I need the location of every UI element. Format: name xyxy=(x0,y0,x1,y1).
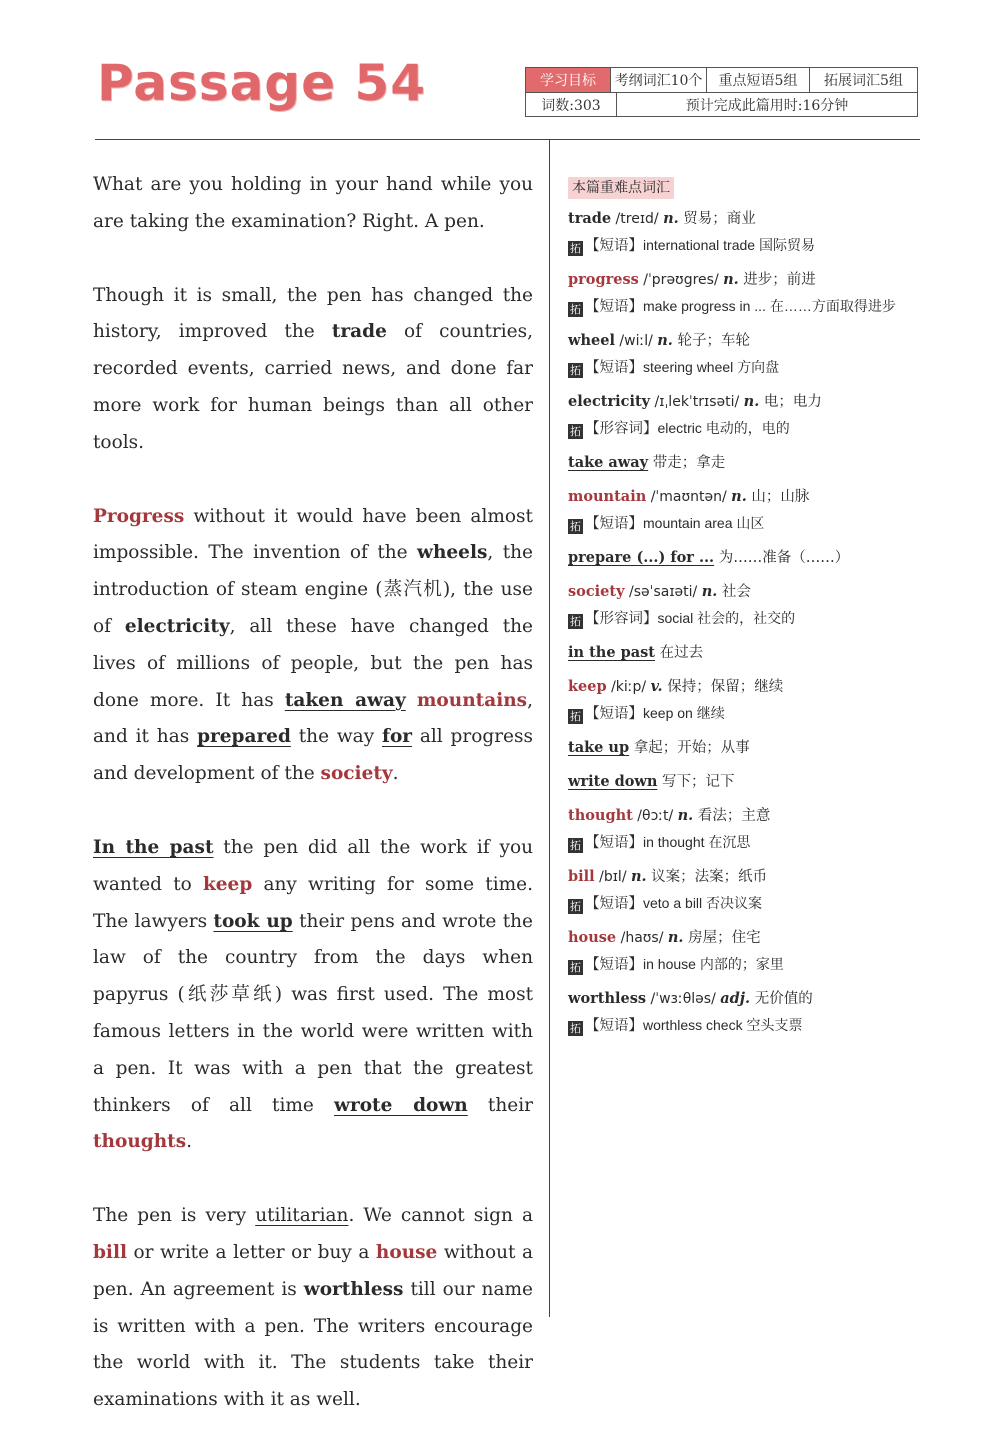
vocab-definition xyxy=(568,267,918,293)
text: , all these have changed the lives of millions of people, but the pen has done more. It has xyxy=(93,615,533,711)
vocab-meaning: 房屋；住宅 xyxy=(683,930,761,946)
vocab-entry xyxy=(568,484,918,537)
vocab-definition xyxy=(568,674,918,700)
vocab-extension xyxy=(568,890,918,917)
key-phrase: took up xyxy=(213,910,293,932)
vocab-part-of-speech: n. xyxy=(743,393,760,410)
page-title: Passage 54 xyxy=(97,54,426,112)
vocab-extension xyxy=(568,293,918,320)
vocabulary-title: 本篇重难点词汇 xyxy=(568,177,674,199)
vocab-phonetic: /wiːl/ xyxy=(614,333,658,349)
vocab-extension xyxy=(568,415,918,442)
extension-text: electric 电动的，电的 xyxy=(657,420,790,436)
vocab-part-of-speech: n. xyxy=(630,868,647,885)
key-phrases: 重点短语5组 xyxy=(707,68,810,92)
vocab-meaning: 为……准备（……） xyxy=(714,550,850,566)
vocab-word: take away xyxy=(568,454,649,471)
text: without a pen. An agreement is xyxy=(93,1241,533,1300)
vocab-word: mountain xyxy=(568,488,647,505)
vocab-definition xyxy=(568,579,918,605)
vocab-meaning: 在过去 xyxy=(655,645,704,661)
vocab-definition xyxy=(568,545,918,571)
text: , and it has xyxy=(93,689,533,748)
study-goal-table xyxy=(525,67,918,117)
extension-label: 【形容词】 xyxy=(585,611,658,627)
text xyxy=(406,690,417,711)
vocab-entry xyxy=(568,267,918,320)
vocab-meaning: 贸易；商业 xyxy=(678,211,756,227)
vocab-meaning: 无价值的 xyxy=(750,991,813,1007)
vocab-definition xyxy=(568,925,918,951)
key-phrase: for xyxy=(381,726,413,748)
extension-text: international trade 国际贸易 xyxy=(643,237,815,253)
key-word: society xyxy=(320,763,393,785)
text: The pen is very xyxy=(93,1205,256,1227)
vocab-definition xyxy=(568,803,918,829)
vocab-extension xyxy=(568,605,918,632)
vocab-phonetic: /bɪl/ xyxy=(594,869,631,885)
vocab-entry xyxy=(568,328,918,381)
extension-text: steering wheel 方向盘 xyxy=(643,359,780,375)
key-word: mountains xyxy=(416,689,528,711)
header-divider xyxy=(95,139,920,140)
text: . xyxy=(186,1131,193,1153)
extension-icon: 拓 xyxy=(570,961,581,974)
vocab-definition xyxy=(568,484,918,510)
vocab-phonetic: /ˈwɜːθləs/ xyxy=(646,991,721,1007)
vocab-definition xyxy=(568,735,918,761)
vocab-part-of-speech: n. xyxy=(677,807,694,824)
extension-text: veto a bill 否决议案 xyxy=(643,895,763,911)
vocab-meaning: 进步；前进 xyxy=(738,272,816,288)
extension-icon: 拓 xyxy=(570,839,581,852)
vocab-definition xyxy=(568,986,918,1012)
extension-label: 【短语】 xyxy=(585,957,643,973)
vocab-word: in the past xyxy=(568,644,656,661)
vocab-extension xyxy=(568,829,918,856)
key-word: worthless xyxy=(303,1278,404,1300)
extension-label: 【形容词】 xyxy=(585,421,658,437)
extension-icon: 拓 xyxy=(570,425,581,438)
vocab-phonetic: /kiːp/ xyxy=(606,679,651,695)
extension-text: in house 内部的；家里 xyxy=(643,956,784,972)
vocab-part-of-speech: n. xyxy=(731,488,747,505)
vocab-phonetic: /ˈprəʊgres/ xyxy=(638,272,724,288)
text: the way xyxy=(290,726,382,748)
key-word: electricity xyxy=(124,615,230,637)
vocab-part-of-speech: v. xyxy=(650,678,663,695)
vocab-word: electricity xyxy=(568,393,651,410)
extension-label: 【短语】 xyxy=(585,299,643,315)
estimated-time: 预计完成此篇用时:16分钟 xyxy=(685,98,849,114)
extension-label: 【短语】 xyxy=(585,1018,643,1034)
vocab-word: keep xyxy=(568,678,607,695)
paragraph-2 xyxy=(93,278,533,462)
key-word: trade xyxy=(331,321,387,343)
vocab-extension xyxy=(568,232,918,259)
vocab-entry xyxy=(568,545,918,571)
key-phrase: wrote down xyxy=(334,1094,468,1116)
extension-text: keep on 继续 xyxy=(643,705,725,721)
text: . xyxy=(392,763,399,785)
text: their pens and wrote the law of the country from the days when papyrus (纸莎草纸) was first used. The most famous letters in the world were written with a pen. It was with a pen that the greatest thinkers of all time xyxy=(93,910,533,1116)
extension-text: in thought 在沉思 xyxy=(643,834,751,850)
vocab-meaning: 山；山脉 xyxy=(746,489,810,505)
extension-icon: 拓 xyxy=(570,364,581,377)
vocab-meaning: 带走；拿走 xyxy=(648,455,726,471)
column-divider xyxy=(549,140,550,1317)
vocab-definition xyxy=(568,769,918,795)
vocab-definition xyxy=(568,389,918,415)
key-word: wheels xyxy=(417,542,488,564)
vocab-part-of-speech: adj. xyxy=(720,990,751,1007)
vocab-entry xyxy=(568,925,918,978)
vocab-word: write down xyxy=(568,773,658,790)
vocab-word: trade xyxy=(568,210,612,227)
syllabus-words: 考纲词汇10个 xyxy=(611,68,707,92)
vocab-definition xyxy=(568,328,918,354)
vocab-entry xyxy=(568,579,918,632)
extension-text: mountain area 山区 xyxy=(643,515,765,531)
text: any writing for some time. The lawyers xyxy=(93,873,533,932)
word-count: 词数:303 xyxy=(526,93,617,117)
vocab-phonetic: /haʊs/ xyxy=(616,930,668,946)
extension-icon: 拓 xyxy=(570,615,581,628)
vocab-extension xyxy=(568,510,918,537)
extension-icon: 拓 xyxy=(570,303,581,316)
extension-icon: 拓 xyxy=(570,900,581,913)
passage-text xyxy=(93,167,533,1456)
extension-label: 【短语】 xyxy=(585,360,643,376)
text: or write a letter or buy a xyxy=(127,1241,376,1263)
paragraph-3 xyxy=(93,499,533,793)
vocab-phonetic: /səˈsaɪəti/ xyxy=(624,584,702,600)
vocab-word: prepare (...) for ... xyxy=(568,549,715,566)
extension-label: 【短语】 xyxy=(585,896,643,912)
vocab-part-of-speech: n. xyxy=(667,929,684,946)
extension-icon: 拓 xyxy=(570,1022,581,1035)
text: , the introduction of steam engine (蒸汽机), the use of xyxy=(93,542,533,637)
vocab-word: worthless xyxy=(568,990,647,1007)
vocab-word: bill xyxy=(568,868,595,885)
vocab-entry xyxy=(568,640,918,666)
vocab-part-of-speech: n. xyxy=(663,210,679,227)
vocabulary-list xyxy=(568,206,918,1039)
extended-words: 拓展词汇5组 xyxy=(824,73,903,89)
extension-label: 【短语】 xyxy=(585,516,643,532)
paragraph-1: What are you holding in your hand while you are taking the examination? Right. A pen. xyxy=(93,174,533,232)
vocab-entry xyxy=(568,986,918,1039)
vocab-part-of-speech: n. xyxy=(657,332,673,349)
key-word: utilitarian xyxy=(255,1205,349,1227)
vocabulary-panel xyxy=(568,177,918,1047)
vocab-phonetic: /ˈmaʊntən/ xyxy=(646,489,732,505)
vocab-entry xyxy=(568,206,918,259)
vocab-meaning: 拿起；开始；从事 xyxy=(629,740,750,756)
vocab-phonetic: /treɪd/ xyxy=(611,211,664,227)
extension-text: make progress in ... 在……方面取得进步 xyxy=(643,298,896,314)
vocab-extension xyxy=(568,1012,918,1039)
key-phrase: prepared xyxy=(197,726,291,748)
text: till our name is written with a pen. The writers encourage the world with it. The students take their examinations with it as well. xyxy=(93,1278,533,1411)
vocab-definition xyxy=(568,450,918,476)
vocab-meaning: 轮子；车轮 xyxy=(672,333,750,349)
vocab-word: society xyxy=(568,583,625,600)
vocab-part-of-speech: n. xyxy=(723,271,739,288)
vocab-meaning: 社会 xyxy=(717,584,751,600)
vocab-meaning: 写下；记下 xyxy=(657,774,735,790)
extension-icon: 拓 xyxy=(570,710,581,723)
extension-text: social 社会的，社交的 xyxy=(657,610,796,626)
vocab-word: progress xyxy=(568,271,639,288)
vocab-meaning: 看法；主意 xyxy=(693,808,771,824)
text: their xyxy=(467,1094,533,1116)
vocab-word: take up xyxy=(568,739,630,756)
vocab-extension xyxy=(568,354,918,381)
key-phrase: In the past xyxy=(93,836,214,858)
extension-icon: 拓 xyxy=(570,520,581,533)
text: Though it is small, the pen has changed the history, improved the xyxy=(93,284,533,343)
vocab-meaning: 电；电力 xyxy=(759,394,822,410)
extension-text: worthless check 空头支票 xyxy=(643,1017,803,1033)
text: without it would have been almost impossible. The invention of the xyxy=(93,505,533,564)
extension-icon: 拓 xyxy=(570,242,581,255)
text: . We cannot sign a xyxy=(348,1205,533,1227)
key-word: Progress xyxy=(93,505,185,527)
vocab-definition xyxy=(568,640,918,666)
extension-label: 【短语】 xyxy=(585,706,643,722)
vocab-definition xyxy=(568,206,918,232)
vocab-meaning: 议案；法案；纸币 xyxy=(646,869,768,885)
extension-label: 【短语】 xyxy=(585,238,643,254)
vocab-entry xyxy=(568,450,918,476)
vocab-entry xyxy=(568,674,918,727)
vocab-word: house xyxy=(568,929,617,946)
paragraph-5 xyxy=(93,1198,533,1419)
vocab-phonetic: /ɪˌlekˈtrɪsəti/ xyxy=(650,394,744,410)
text: the pen did all the work if you wanted to xyxy=(93,836,534,895)
key-word: thoughts xyxy=(93,1131,187,1153)
vocab-phonetic: /θɔːt/ xyxy=(632,808,678,824)
goal-label: 学习目标 xyxy=(526,68,611,92)
vocab-word: thought xyxy=(568,807,633,824)
vocab-word: wheel xyxy=(568,332,615,349)
key-word: bill xyxy=(93,1241,128,1263)
vocab-entry xyxy=(568,864,918,917)
paragraph-4 xyxy=(93,830,533,1161)
vocab-extension xyxy=(568,700,918,727)
vocab-definition xyxy=(568,864,918,890)
key-word: house xyxy=(375,1241,438,1263)
vocab-part-of-speech: n. xyxy=(701,583,718,600)
extension-label: 【短语】 xyxy=(585,835,643,851)
key-word: keep xyxy=(202,873,253,895)
text: of countries, recorded events, carried news, and done far more work for human beings than all other tools. xyxy=(93,321,533,453)
vocab-meaning: 保持；保留；继续 xyxy=(662,679,784,695)
vocab-entry xyxy=(568,769,918,795)
vocab-entry xyxy=(568,735,918,761)
text: all progress and development of the xyxy=(93,726,533,785)
vocab-entry xyxy=(568,389,918,442)
vocab-extension xyxy=(568,951,918,978)
key-phrase: taken away xyxy=(284,689,406,711)
vocab-entry xyxy=(568,803,918,856)
